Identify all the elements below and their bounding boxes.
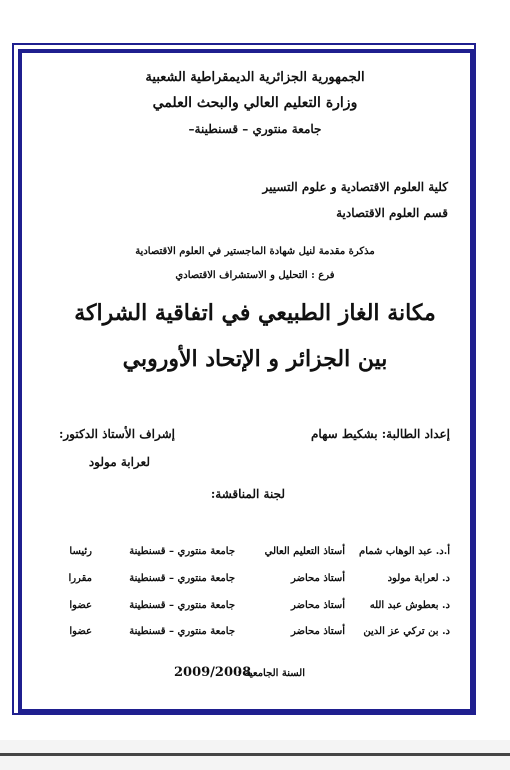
member-name: د. بن تركي عز الدين (363, 626, 450, 637)
department-name: قسم العلوم الاقتصادية (336, 206, 448, 220)
republic-name: الجمهورية الجزائرية الديمقراطية الشعبية (145, 70, 365, 85)
academic-year-value: 2009/2008 (174, 665, 252, 680)
supervisor-name: لعرابة مولود (88, 455, 150, 469)
page-border-inner (18, 49, 474, 713)
page-bottom-line (0, 753, 510, 756)
member-name: د. لعرابة مولود (387, 573, 450, 584)
university-name: جامعة منتوري – قسنطينة– (188, 122, 322, 136)
committee-heading: لجنة المناقشة: (210, 487, 285, 501)
member-name: أ.د. عبد الوهاب شمام (359, 546, 450, 557)
supervisor-label: إشراف الأستاذ الدكتور: (58, 427, 175, 441)
member-rank: أستاذ محاضر (290, 573, 345, 584)
member-role: رئيسا (69, 546, 92, 557)
ministry-name: وزارة التعليم العالي والبحث العلمي (152, 95, 358, 111)
member-institution: جامعة منتوري – قسنطينة (129, 600, 235, 611)
member-role: مقررا (68, 573, 92, 584)
member-institution: جامعة منتوري – قسنطينة (129, 626, 235, 637)
member-role: عضوا (69, 626, 92, 637)
thesis-branch: فرع : التحليل و الاستشراف الاقتصادي (175, 270, 335, 281)
member-institution: جامعة منتوري – قسنطينة (129, 573, 235, 584)
member-institution: جامعة منتوري – قسنطينة (129, 546, 235, 557)
thesis-title-line1: مكانة الغاز الطبيعي في اتفاقية الشراكة (74, 300, 436, 326)
member-rank: أستاذ التعليم العالي (264, 546, 345, 557)
faculty-name: كلية العلوم الاقتصادية و علوم التسيير (262, 180, 448, 194)
prepared-by: إعداد الطالبة: بشكيط سهام (311, 427, 450, 441)
member-rank: أستاذ محاضر (290, 626, 345, 637)
member-role: عضوا (69, 600, 92, 611)
thesis-title-line2: بين الجزائر و الإتحاد الأوروبي (122, 346, 388, 372)
academic-year-label: السنة الجامعية : (237, 668, 305, 679)
member-name: د. بعطوش عبد الله (369, 600, 450, 611)
member-rank: أستاذ محاضر (290, 600, 345, 611)
thesis-purpose: مذكرة مقدمة لنيل شهادة الماجستير في العلوم الاقتصادية (135, 246, 375, 257)
